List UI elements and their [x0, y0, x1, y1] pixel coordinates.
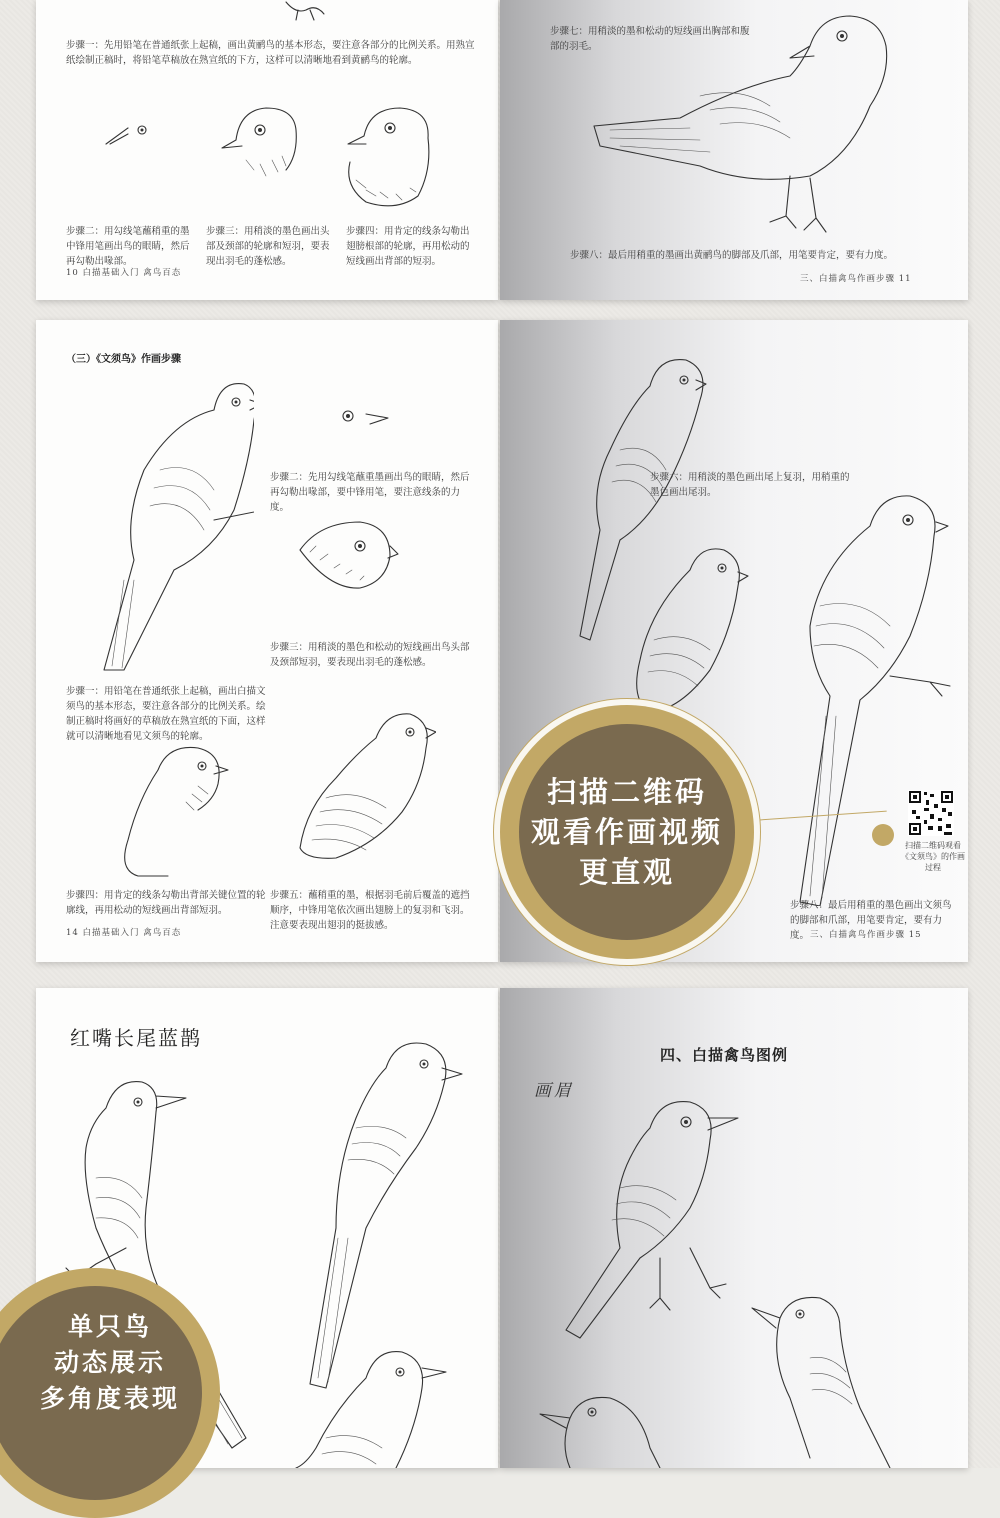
bird-head-sketch — [216, 100, 306, 190]
qr-promo-badge-inner — [519, 724, 735, 940]
qr-caption-line1: 扫描二维码观看 — [905, 841, 961, 850]
step5-text-2: 步骤五：蘸稍重的墨，根据羽毛前后覆盖的遮挡顺序，中锋用笔依次画出翅膀上的复羽和飞羽。注意要表现出翅羽的挺拔感。 — [270, 890, 470, 931]
hwamei-drawing-2 — [740, 1288, 920, 1468]
qr-badge-line1: 扫描二维码 — [546, 775, 707, 809]
bearded-tit-head-body-sketch — [98, 740, 238, 880]
right-page-subtitle: 画眉 — [534, 1081, 574, 1101]
bird-badge-line1: 单只鸟 — [67, 1312, 152, 1341]
step4-text-2: 步骤四：用肯定的线条勾勒出背部关键位置的轮廓线，再用松动的短线画出背部短羽。 — [66, 890, 266, 916]
eye-beak-sketch — [98, 118, 158, 158]
spread-1-right-page — [500, 0, 968, 300]
qr-promo-badge — [500, 705, 754, 959]
bearded-tit-small-drawing — [620, 540, 760, 720]
hwamei-drawing-3 — [530, 1388, 690, 1468]
page-footer-left-2: 14 白描基础入门 禽鸟百态 — [66, 928, 182, 938]
spread-1-left-page — [36, 0, 498, 300]
spread-3-right-page — [500, 988, 968, 1468]
step6-text: 步骤六：用稍淡的墨色画出尾上复羽，用稍重的墨色画出尾羽。 — [650, 472, 850, 498]
spread-1 — [36, 0, 968, 300]
left-page-title: 红嘴长尾蓝鹊 — [70, 1026, 202, 1050]
step4-text: 步骤四：用肯定的线条勾勒出翅膀根部的轮廓，再用松动的短线画出背部的短羽。 — [346, 226, 470, 267]
step2-text: 步骤二：用勾线笔蘸稍重的墨中锋用笔画出鸟的眼睛，然后再勾勒出喙部。 — [66, 226, 190, 267]
step3-text-2: 步骤三：用稍淡的墨色和松动的短线画出鸟头部及颈部短羽，要表现出羽毛的蓬松感。 — [270, 642, 470, 668]
page-footer-right-2: 三、白描禽鸟作画步骤 15 — [810, 930, 922, 940]
bearded-tit-head-sketch — [290, 516, 400, 596]
step1-text: 步骤一：先用铅笔在普通纸张上起稿，画出黄鹂鸟的基本形态，要注意各部分的比例关系。用熟宣纸绘制正稿时，将铅笔草稿放在熟宣纸的下方，这样可以清晰地看到黄鹂鸟的轮廓。 — [66, 40, 475, 66]
oriole-drawing — [590, 6, 920, 246]
right-page-title: 四、白描禽鸟图例 — [660, 1046, 789, 1064]
step3-text: 步骤三：用稍淡的墨色画出头部及颈部的轮廓和短羽，要表现出羽毛的蓬松感。 — [206, 226, 330, 267]
bird-badge-line3: 多角度表现 — [39, 1384, 180, 1413]
qr-code-icon — [908, 790, 954, 836]
hwamei-drawing-1 — [560, 1088, 760, 1348]
spread-2-left-page — [36, 320, 498, 962]
step8-text-2: 步骤八：最后用稍重的墨色画出文须鸟的脚部和爪部，用笔要肯定，要有力度。 — [790, 900, 952, 941]
qr-pointer-dot — [872, 824, 894, 846]
bird-body-sketch — [336, 100, 446, 220]
bird-badge-line2: 动态展示 — [53, 1348, 166, 1377]
bearded-tit-full-drawing — [64, 370, 254, 680]
spread-2 — [36, 320, 968, 962]
bird-feet-drawing — [276, 0, 336, 24]
qr-badge-line2: 观看作画视频 — [530, 815, 723, 849]
step2-text-2: 步骤二：先用勾线笔蘸重墨画出鸟的眼睛，然后再勾勒出喙部，要中锋用笔，要注意线条的力度。 — [270, 472, 470, 513]
qr-caption-line2: 《文须鸟》的作画过程 — [901, 852, 965, 872]
blue-magpie-drawing-3 — [276, 1338, 476, 1468]
bearded-tit-wing-sketch — [286, 708, 436, 868]
eye-beak-sketch-2 — [336, 404, 396, 430]
qr-caption — [898, 840, 968, 873]
qr-code[interactable] — [908, 790, 954, 836]
step1-text-2: 步骤一：用铅笔在普通纸张上起稿，画出白描文须鸟的基本形态，要注意各部分的比例关系。绘制正稿时将画好的草稿放在熟宣纸的下面，这样就可以清晰地看见文须鸟的轮廓。 — [66, 686, 266, 742]
step8-text: 步骤八：最后用稍重的墨画出黄鹂鸟的脚部及爪部，用笔要肯定，要有力度。 — [570, 250, 894, 261]
step7-text: 步骤七：用稍淡的墨和松动的短线画出胸部和腹部的羽毛。 — [550, 26, 750, 52]
section-heading: （三）《文须鸟》作画步骤 — [66, 354, 181, 365]
qr-badge-line3: 更直观 — [578, 855, 675, 889]
page-footer-left: 10 白描基础入门 禽鸟百态 — [66, 268, 182, 278]
page-footer-right: 三、白描禽鸟作画步骤 11 — [800, 274, 912, 284]
